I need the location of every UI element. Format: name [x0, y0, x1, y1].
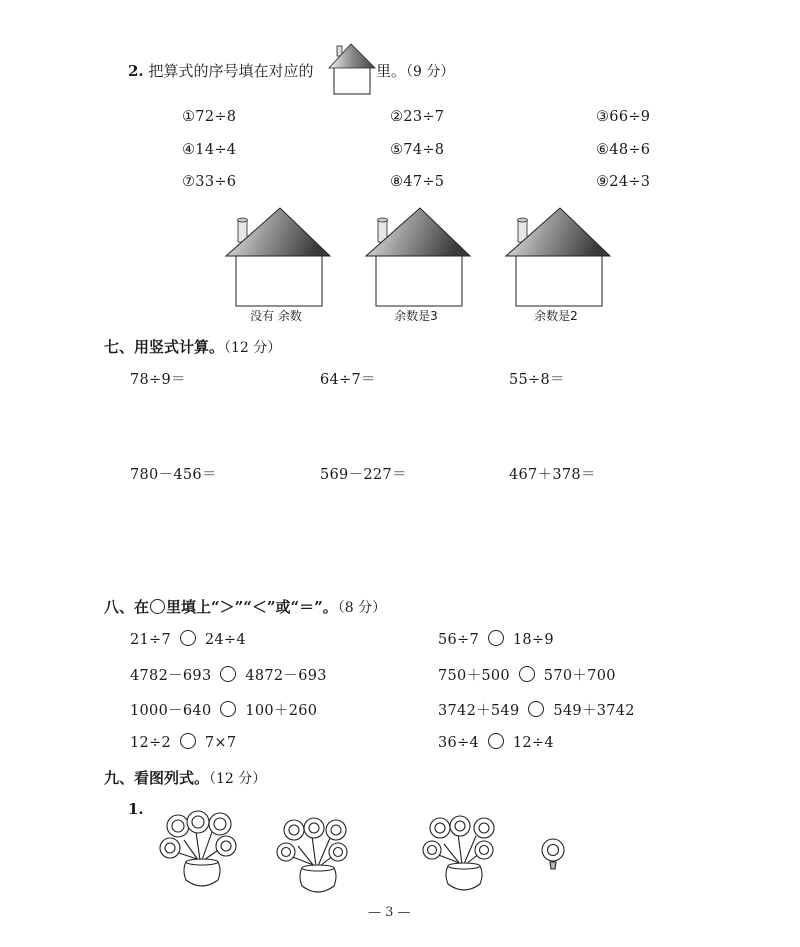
compare-left-expr: 3742＋549 [438, 703, 520, 719]
flower-vase-icon [418, 814, 508, 896]
compare-right-expr: 100＋260 [245, 703, 318, 719]
q2-item: ②23÷7 [390, 109, 445, 125]
compare-right-expr: 12÷4 [512, 735, 554, 751]
compare-circle[interactable] [519, 666, 535, 682]
s7-problem: 64÷7＝ [320, 372, 376, 388]
compare-item [130, 664, 327, 685]
q2-text-after-wrap [376, 60, 454, 81]
q2-item: ⑤74÷8 [390, 142, 445, 158]
single-flower-icon [538, 836, 568, 872]
s7-title: 七、用竖式计算。 [104, 338, 225, 356]
compare-item [130, 630, 246, 648]
compare-circle[interactable] [220, 701, 236, 717]
q2-text-before: 把算式的序号填在对应的 [148, 62, 314, 80]
s8-title-b: 里填上“＞”“＜”或“＝”。 [166, 598, 338, 616]
s7-problem: 569－227＝ [320, 467, 407, 483]
q2-item: ④14÷4 [182, 142, 237, 158]
compare-right-expr: 24÷4 [204, 632, 246, 648]
q2-item: ⑧47÷5 [390, 174, 445, 190]
compare-item [438, 664, 616, 685]
house-icon [506, 206, 616, 306]
q2-item: ⑥48÷6 [596, 142, 651, 158]
s9-score: （12 分） [209, 771, 267, 787]
compare-circle[interactable] [528, 701, 544, 717]
q2-heading [128, 60, 313, 81]
house-icon [226, 206, 336, 306]
q2-item: ①72÷8 [182, 109, 237, 125]
s7-heading [104, 336, 281, 357]
compare-left-expr: 21÷7 [130, 632, 172, 648]
compare-left-expr: 56÷7 [438, 632, 480, 648]
compare-circle[interactable] [488, 733, 504, 749]
q2-number: 2. [128, 62, 144, 80]
compare-left-expr: 12÷2 [130, 735, 172, 751]
s7-problem: 55÷8＝ [509, 372, 565, 388]
compare-left-expr: 36÷4 [438, 735, 480, 751]
house-icon [366, 206, 476, 306]
circle-icon [150, 599, 165, 614]
compare-left-expr: 4782－693 [130, 668, 212, 684]
q2-item: ⑨24÷3 [596, 174, 651, 190]
compare-item [130, 733, 236, 751]
compare-right-expr: 4872－693 [245, 668, 327, 684]
s8-heading [104, 596, 386, 617]
compare-circle[interactable] [488, 630, 504, 646]
q2-item: ⑦33÷6 [182, 174, 237, 190]
compare-item [130, 699, 317, 720]
s7-problem: 780－456＝ [130, 467, 217, 483]
house-label: 余数是2 [534, 309, 578, 323]
q2-text-after: 里。 [376, 62, 407, 80]
compare-item [438, 630, 554, 648]
s8-title-a: 八、在 [104, 598, 150, 616]
house-label: 没有 余数 [250, 309, 302, 323]
compare-right-expr: 570＋700 [543, 668, 616, 684]
compare-left-expr: 1000－640 [130, 703, 212, 719]
s8-score: （8 分） [337, 600, 387, 616]
compare-circle[interactable] [220, 666, 236, 682]
compare-item [438, 699, 635, 720]
compare-circle[interactable] [180, 630, 196, 646]
s9-q1-number: 1. [128, 800, 144, 818]
compare-left-expr: 750＋500 [438, 668, 510, 684]
s7-problem: 467＋378＝ [509, 467, 596, 483]
q2-score: （9 分） [406, 64, 455, 80]
compare-right-expr: 7×7 [204, 735, 237, 751]
compare-circle[interactable] [180, 733, 196, 749]
s9-heading [104, 767, 266, 788]
compare-right-expr: 18÷9 [512, 632, 554, 648]
compare-item [438, 733, 554, 751]
flower-vase-icon [156, 810, 246, 892]
small-house-icon [329, 42, 375, 96]
page-number: — 3 — [368, 905, 411, 920]
s9-title: 九、看图列式。 [104, 769, 210, 787]
s7-score: （12 分） [224, 340, 282, 356]
flower-vase-icon [272, 816, 362, 898]
house-label: 余数是3 [394, 309, 438, 323]
q2-item: ③66÷9 [596, 109, 651, 125]
compare-right-expr: 549＋3742 [553, 703, 635, 719]
s7-problem: 78÷9＝ [130, 372, 186, 388]
